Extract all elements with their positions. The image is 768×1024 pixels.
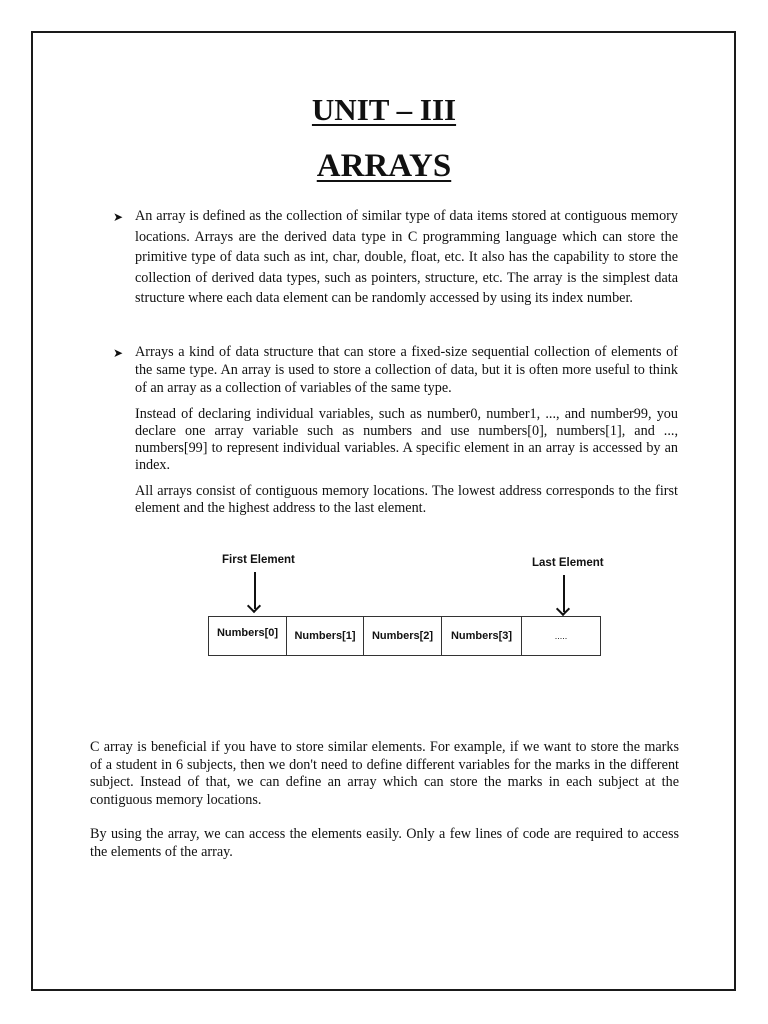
arrow-down-icon bbox=[563, 575, 565, 612]
unit-title: UNIT – III bbox=[311, 92, 457, 127]
bullet-text: Arrays a kind of data structure that can store a fixed-size sequential collection of elements of the same type. An array is used to store a collection of data, but it is often more useful to think of an array as a collection of variables of the same type. bbox=[135, 344, 678, 396]
bullet-item-data-structure bbox=[113, 343, 678, 517]
array-cell: Numbers[0] bbox=[209, 617, 287, 655]
array-cells-row bbox=[208, 616, 601, 656]
bullet-arrow-icon: ➤ bbox=[113, 346, 124, 360]
bullet-subparagraph-contiguous: All arrays consist of contiguous memory locations. The lowest address corresponds to the first element and the highest address to the last element. bbox=[135, 483, 678, 516]
array-diagram bbox=[208, 548, 608, 660]
page-title: ARRAYS bbox=[316, 148, 452, 184]
bullet-subparagraph-declaring: Instead of declaring individual variables, such as number0, number1, ..., and number99, you declare one array variable such as numbers and use numbers[0], numbers[1], and ..., numbers[99] to represent individual variables. A specific element in an array is accessed by an index. bbox=[135, 406, 678, 473]
array-cell: Numbers[1] bbox=[287, 617, 364, 655]
paragraph-benefits: C array is beneficial if you have to store similar elements. For example, if we want to store the marks of a student in 6 subjects, then we don't need to define different variables for the marks in the different subject. Instead of that, we can define an array which can store the marks in each subject at the contiguous memory locations. bbox=[90, 739, 679, 808]
array-cell: Numbers[2] bbox=[364, 617, 442, 655]
bullet-arrow-icon: ➤ bbox=[113, 210, 124, 224]
array-cell: Numbers[3] bbox=[442, 617, 522, 655]
paragraph-access: By using the array, we can access the elements easily. Only a few lines of code are required to access the elements of the array. bbox=[90, 826, 679, 860]
bullet-item-definition bbox=[113, 206, 678, 309]
bullet-text: An array is defined as the collection of similar type of data items stored at contiguous memory locations. Arrays are the derived data type in C programming language which can store the primitive type of data such as int, char, double, float, etc. It also has the capability to store the collection of derived data types, such as pointers, structure, etc. The array is the simplest data structure where each data element can be randomly accessed by using its index number. bbox=[135, 208, 678, 306]
arrow-down-icon bbox=[254, 572, 256, 609]
array-cell-ellipsis: ..... bbox=[522, 617, 601, 655]
last-element-label: Last Element bbox=[532, 557, 604, 569]
first-element-label: First Element bbox=[222, 554, 295, 566]
